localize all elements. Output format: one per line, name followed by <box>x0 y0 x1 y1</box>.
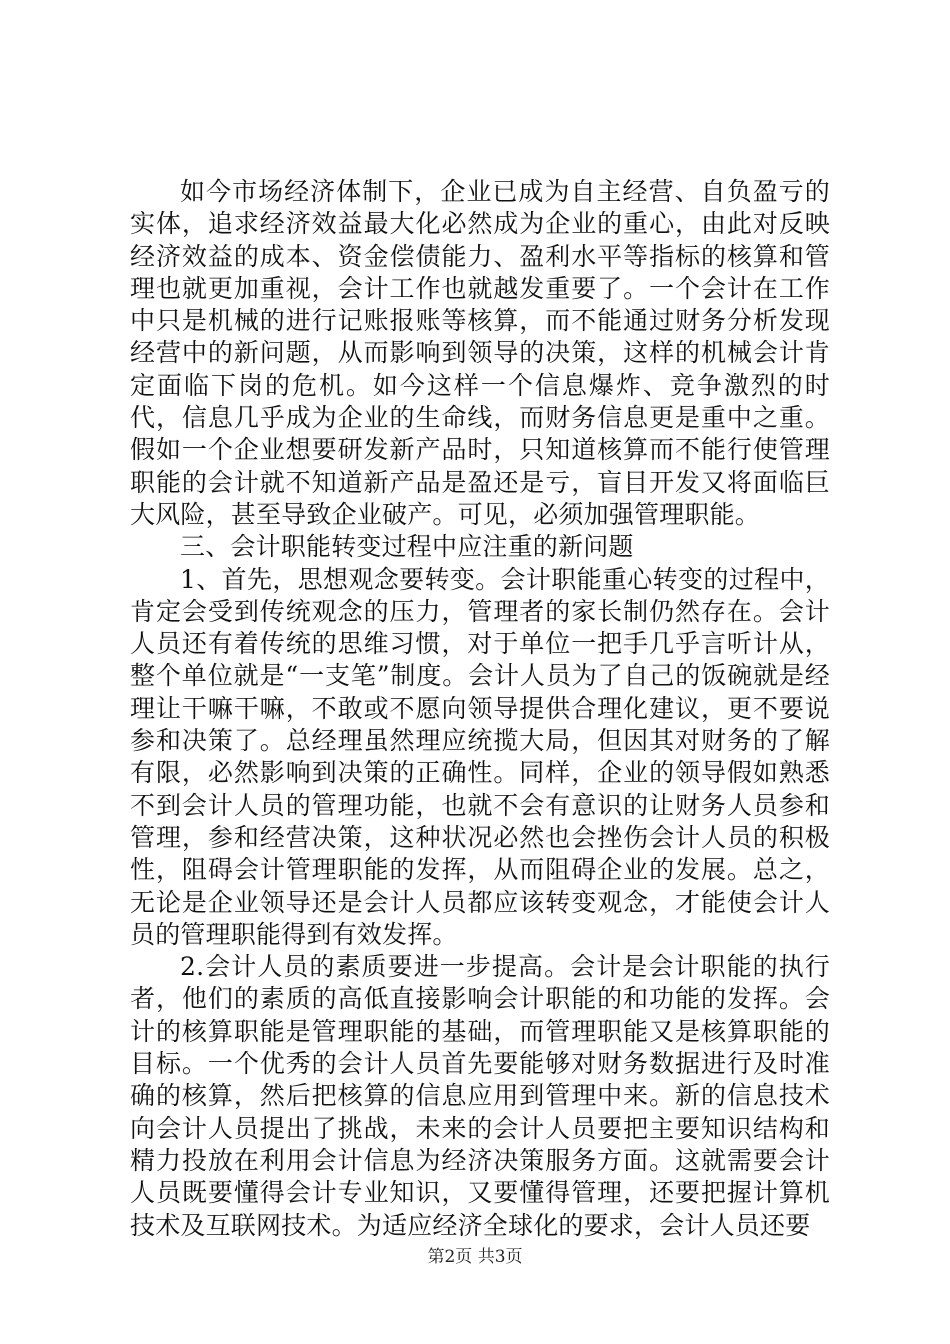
document-body <box>130 176 830 1242</box>
page-footer: 第2页 共3页 <box>427 1247 523 1267</box>
paragraph-mindset-change: 1、首先，思想观念要转变。会计职能重心转变的过程中，肯定会受到传统观念的压力，管理者的家长制仍然存在。会计人员还有着传统的思维习惯，对于单位一把手几乎言听计从，整个单位就是“一支笔”制度。会计人员为了自己的饭碗就是经理让干嘛干嘛，不敢或不愿向领导提供合理化建议，更不要说参和决策了。总经理虽然理应统揽大局，但因其对财务的了解有限，必然影响到决策的正确性。同样，企业的领导假如熟悉不到会计人员的管理功能，也就不会有意识的让财务人员参和管理，参和经营决策，这种状况必然也会挫伤会计人员的积极性，阻碍会计管理职能的发挥，从而阻碍企业的发展。总之，无论是企业领导还是会计人员都应该转变观念，才能使会计人员的管理职能得到有效发挥。 <box>130 564 830 949</box>
paragraph-market-economy: 如今市场经济体制下，企业已成为自主经营、自负盈亏的实体，追求经济效益最大化必然成为企业的重心，由此对反映经济效益的成本、资金偿债能力、盈利水平等指标的核算和管理也就更加重视，会计工作也就越发重要了。一个会计在工作中只是机械的进行记账报账等核算，而不能通过财务分析发现经营中的新问题，从而影响到领导的决策，这样的机械会计肯定面临下岗的危机。如今这样一个信息爆炸、竞争激烈的时代，信息几乎成为企业的生命线，而财务信息更是重中之重。假如一个企业想要研发新产品时，只知道核算而不能行使管理职能的会计就不知道新产品是盈还是亏，盲目开发又将面临巨大风险，甚至导致企业破产。可见，必须加强管理职能。 <box>130 177 830 529</box>
section-heading-new-issues: 三、会计职能转变过程中应注重的新问题 <box>180 532 634 562</box>
paragraph-quality-improvement: 2.会计人员的素质要进一步提高。会计是会计职能的执行者，他们的素质的高低直接影响会计职能的和功能的发挥。会计的核算职能是管理职能的基础，而管理职能又是核算职能的目标。一个优秀的会计人员首先要能够对财务数据进行及时准确的核算，然后把核算的信息应用到管理中来。新的信息技术向会计人员提出了挑战，未来的会计人员要把主要知识结构和精力投放在利用会计信息为经济决策服务方面。这就需要会计人员既要懂得会计专业知识，又要懂得管理，还要把握计算机技术及互联网技术。为适应经济全球化的要求，会计人员还要 <box>130 952 830 1240</box>
